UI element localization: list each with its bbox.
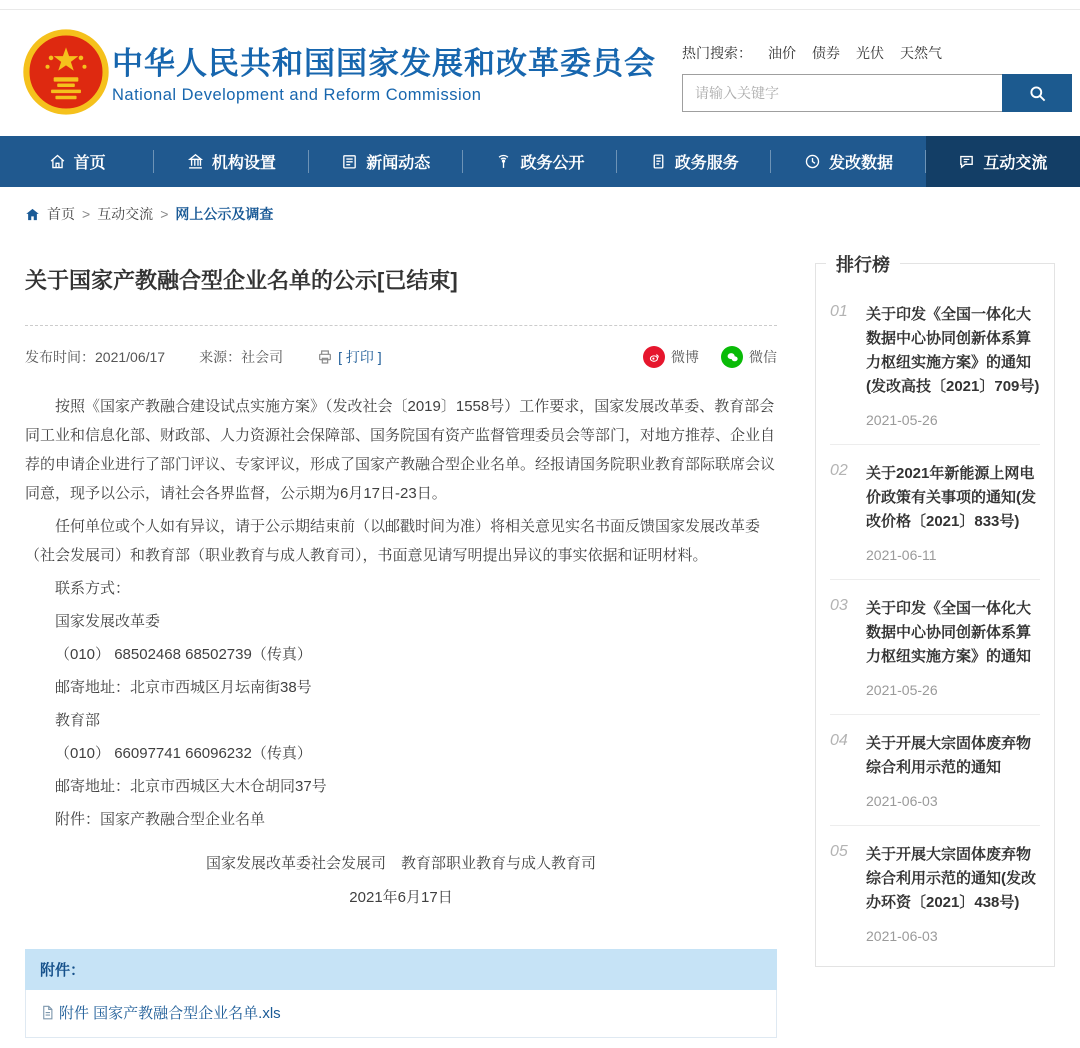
article-paragraph: 任何单位或个人如有异议，请于公示期结束前（以邮戳时间为准）将相关意见实名书面反馈国家发展改革委（社会发展司）和教育部（职业教育与成人教育司），书面意见请写明提出异议的事实依据和证明材料。 [25,518,761,564]
share-weibo-button[interactable]: 微博 [643,346,699,368]
nav-item-label: 新闻动态 [366,155,431,172]
ranking-item-date: 2021-06-03 [866,793,938,809]
clock-icon [804,153,821,170]
top-strip [0,0,1080,10]
nav-item-label: 政务服务 [674,155,739,172]
publish-time: 发布时间：2021/06/17 [25,349,166,365]
nav-item-label: 互动交流 [983,155,1048,172]
hot-search-bar [682,43,1072,63]
nav-item-首页[interactable] [0,136,154,187]
article-paragraph: 按照《国家产教融合建设试点实施方案》（发改社会〔2019〕1558号）工作要求，国家发展改革委、教育部会同工业和信息化部、财政部、人力资源社会保障部、国务院国有资产监督管理委员会等部门，对地方推荐、企业自荐的申请企业进行了部门评议、专家评议，形成了国家产教融合型企业名单。经报请国务院职业教育部际联席会议同意，现予以公示，请社会各界监督，公示期为6月17日-23日。 [25,398,776,502]
search-button[interactable] [1002,74,1072,112]
printer-icon [317,349,333,365]
ranking-item-date: 2021-05-26 [866,412,938,428]
file-icon [40,1005,55,1020]
ranking-item-date: 2021-05-26 [866,682,938,698]
breadcrumb-item[interactable]: 网上公示及调查 [175,206,274,222]
ranking-number: 03 [830,597,848,614]
attachment-box [25,949,777,1038]
article-paragraph: 国家发展改革委 [55,613,161,630]
main-nav [0,136,1080,187]
ranking-item[interactable] [830,826,1040,960]
breadcrumb-home-icon[interactable] [25,207,40,222]
breadcrumb-items [47,204,273,224]
search-icon [1028,84,1047,103]
ranking-item-title[interactable]: 关于2021年新能源上网电价政策有关事项的通知(发改价格〔2021〕833号) [866,465,1036,530]
article-body [25,392,777,834]
sidebar [815,236,1055,1038]
print-button[interactable]: [ 打印 ] [317,347,382,367]
news-icon [341,153,358,170]
ranking-item-date: 2021-06-03 [866,928,938,944]
ranking-item-title[interactable]: 关于印发《全国一体化大数据中心协同创新体系算力枢纽实施方案》的通知 [866,600,1032,665]
breadcrumb-separator: > [82,206,91,222]
ranking-box [815,255,1055,967]
ranking-number: 02 [830,462,848,479]
article-paragraph: 附件：国家产教融合型企业名单 [55,811,266,828]
breadcrumb-item[interactable]: 互动交流 [97,206,154,222]
bank-icon [187,153,204,170]
ranking-title: 排行榜 [826,251,900,277]
wechat-icon [721,346,743,368]
ranking-item[interactable] [830,286,1040,445]
nav-item-互动交流[interactable] [926,136,1080,187]
attachment-header: 附件： [25,949,777,990]
nav-item-发改数据[interactable] [771,136,925,187]
nav-item-label: 首页 [73,155,106,172]
ranking-item-title[interactable]: 关于开展大宗固体废弃物综合利用示范的通知(发改办环资〔2021〕438号) [866,846,1036,911]
hot-search-label: 热门搜索： [682,45,752,61]
nav-item-政务公开[interactable] [463,136,617,187]
home-icon [49,153,66,170]
attachment-link[interactable]: 附件 国家产教融合型企业名单.xls [40,1002,281,1023]
signature-date: 2021年6月17日 [349,889,453,906]
article [25,236,777,1038]
nav-item-label: 政务公开 [520,155,585,172]
nav-item-机构设置[interactable] [154,136,308,187]
search-input[interactable] [682,74,1002,112]
article-meta [25,326,777,382]
hot-search-terms [752,45,942,61]
search-bar [682,74,1072,112]
nav-item-新闻动态[interactable] [309,136,463,187]
hot-search-term[interactable]: 天然气 [900,45,942,61]
ranking-item[interactable] [830,715,1040,826]
site-title-cn: 中华人民共和国国家发展和改革委员会 [112,46,656,81]
article-paragraph: （010） 66097741 66096232（传真） [55,745,312,762]
broadcast-icon [495,153,512,170]
ranking-item-title[interactable]: 关于印发《全国一体化大数据中心协同创新体系算力枢纽实施方案》的通知(发改高技〔2021〕709号) [866,306,1040,395]
ranking-item[interactable] [830,580,1040,715]
article-paragraph: 邮寄地址：北京市西城区月坛南街38号 [55,679,312,696]
article-paragraph: 教育部 [55,712,101,729]
article-paragraph: 联系方式： [55,580,131,597]
site-header [0,10,1080,136]
ranking-number: 01 [830,303,848,320]
breadcrumb-item[interactable]: 首页 [47,206,75,222]
ranking-list [830,286,1040,960]
article-paragraph: 邮寄地址：北京市西城区大木仓胡同37号 [55,778,327,795]
breadcrumb-separator: > [160,206,169,222]
document-icon [650,153,667,170]
hot-search-term[interactable]: 油价 [768,45,796,61]
share-wechat-button[interactable]: 微信 [721,346,777,368]
weibo-icon [643,346,665,368]
hot-search-term[interactable]: 债券 [812,45,840,61]
nav-item-label: 发改数据 [829,155,894,172]
nav-item-政务服务[interactable] [617,136,771,187]
site-titles [112,38,656,105]
signature-line: 国家发展改革委社会发展司 教育部职业教育与成人教育司 [205,855,596,872]
ranking-item-date: 2021-06-11 [866,547,937,563]
ranking-item[interactable] [830,445,1040,580]
ranking-item-title[interactable]: 关于开展大宗固体废弃物综合利用示范的通知 [866,735,1032,776]
site-title-en: National Development and Reform Commission [112,86,482,104]
ranking-number: 04 [830,732,848,749]
page-title: 关于国家产教融合型企业名单的公示[已结束] [25,268,458,293]
article-paragraph: （010） 68502468 68502739（传真） [55,646,312,663]
national-emblem-logo [22,28,110,116]
ranking-number: 05 [830,843,848,860]
article-source: 来源：社会司 [199,349,284,365]
hot-search-term[interactable]: 光伏 [856,45,884,61]
breadcrumb [0,187,1080,236]
nav-item-label: 机构设置 [211,155,276,172]
chat-icon [958,153,975,170]
